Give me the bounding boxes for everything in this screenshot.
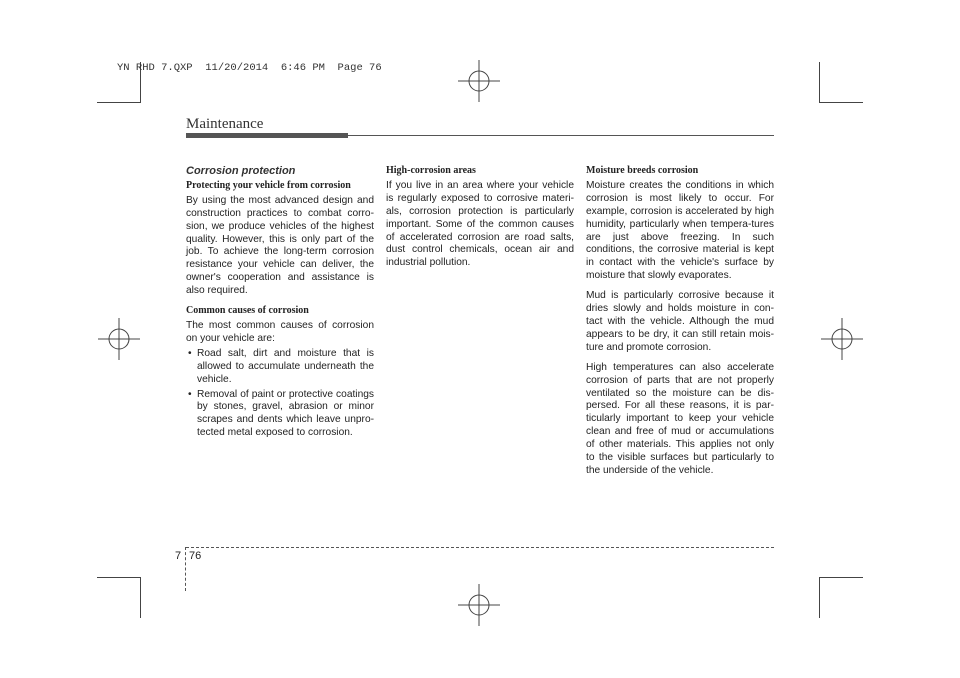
registration-mark-icon bbox=[458, 584, 500, 626]
subheading: Common causes of corrosion bbox=[186, 305, 309, 317]
header-bar bbox=[186, 133, 348, 138]
paragraph: Moisture creates the conditions in which corrosion is most likely to occur. For example, corrosion is accelerated by high humidity, particularly when tempera-tures are just above freezing. In such conditions, the corrosive material is kept in contact with the vehicle's surface by moisture that slowly evaporates. bbox=[586, 179, 774, 282]
subheading: Moisture breeds corrosion bbox=[586, 165, 699, 176]
subheading: High-corrosion areas bbox=[386, 165, 476, 176]
column-3 bbox=[586, 165, 774, 485]
list-item: • Removal of paint or protective coatings by stones, gravel, abrasion or minor scrapes and dents which leave unpro-tected metal exposed to corrosion. bbox=[186, 389, 374, 441]
chapter-number: 7 bbox=[175, 550, 182, 562]
crop-mark bbox=[140, 577, 141, 618]
crop-mark bbox=[97, 102, 141, 103]
list-item: • Road salt, dirt and moisture that is allowed to accumulate underneath the vehicle. bbox=[186, 348, 374, 387]
paragraph: High temperatures can also accelerate corrosion of parts that are not properly ventilated so the moisture can be dis-persed. For all these reasons, it is par-ticularly important to keep your vehicle clean and free of mud or accumulations of other materials. This applies not only to the visible surfaces but particularly to the underside of the vehicle. bbox=[586, 361, 774, 476]
paragraph: By using the most advanced design and construction practices to combat corro-sion, we produce vehicles of the highest quality. However, this is only part of the job. To achieve the long-term corrosion resistance your vehicle can deliver, the owner's cooperation and assistance is also required. bbox=[186, 194, 374, 297]
footer-divider bbox=[185, 547, 186, 591]
subheading: Protecting your vehicle from corrosion bbox=[186, 179, 351, 191]
crop-mark bbox=[819, 102, 863, 103]
column-2 bbox=[386, 165, 574, 277]
paragraph: The most common causes of corrosion on your vehicle are: bbox=[186, 319, 374, 344]
print-slug-line: YN RHD 7.QXP 11/20/2014 6:46 PM Page 76 bbox=[117, 62, 382, 74]
section-title: Maintenance bbox=[186, 116, 264, 132]
footer-rule bbox=[186, 547, 774, 548]
registration-mark-icon bbox=[98, 318, 140, 360]
bullet-list bbox=[186, 348, 374, 440]
crop-mark bbox=[819, 577, 863, 578]
crop-mark bbox=[97, 577, 141, 578]
crop-mark bbox=[819, 62, 820, 103]
column-1 bbox=[186, 165, 374, 442]
crop-mark bbox=[819, 577, 820, 618]
paragraph: Mud is particularly corrosive because it dries slowly and holds moisture in con-tact with the vehicle. Although the mud appears to be dry, it can still retain mois-ture and promote corrosion. bbox=[586, 290, 774, 353]
paragraph: If you live in an area where your vehicle is regularly exposed to corrosive materi-als, corrosion protection is particularly important. Some of the common causes of accelerated corrosion are road salts, dust control chemicals, ocean air and industrial pollution. bbox=[386, 179, 574, 269]
page-number: 76 bbox=[189, 550, 202, 562]
section-heading: Corrosion protection bbox=[186, 165, 296, 177]
registration-mark-icon bbox=[458, 60, 500, 102]
registration-mark-icon bbox=[821, 318, 863, 360]
